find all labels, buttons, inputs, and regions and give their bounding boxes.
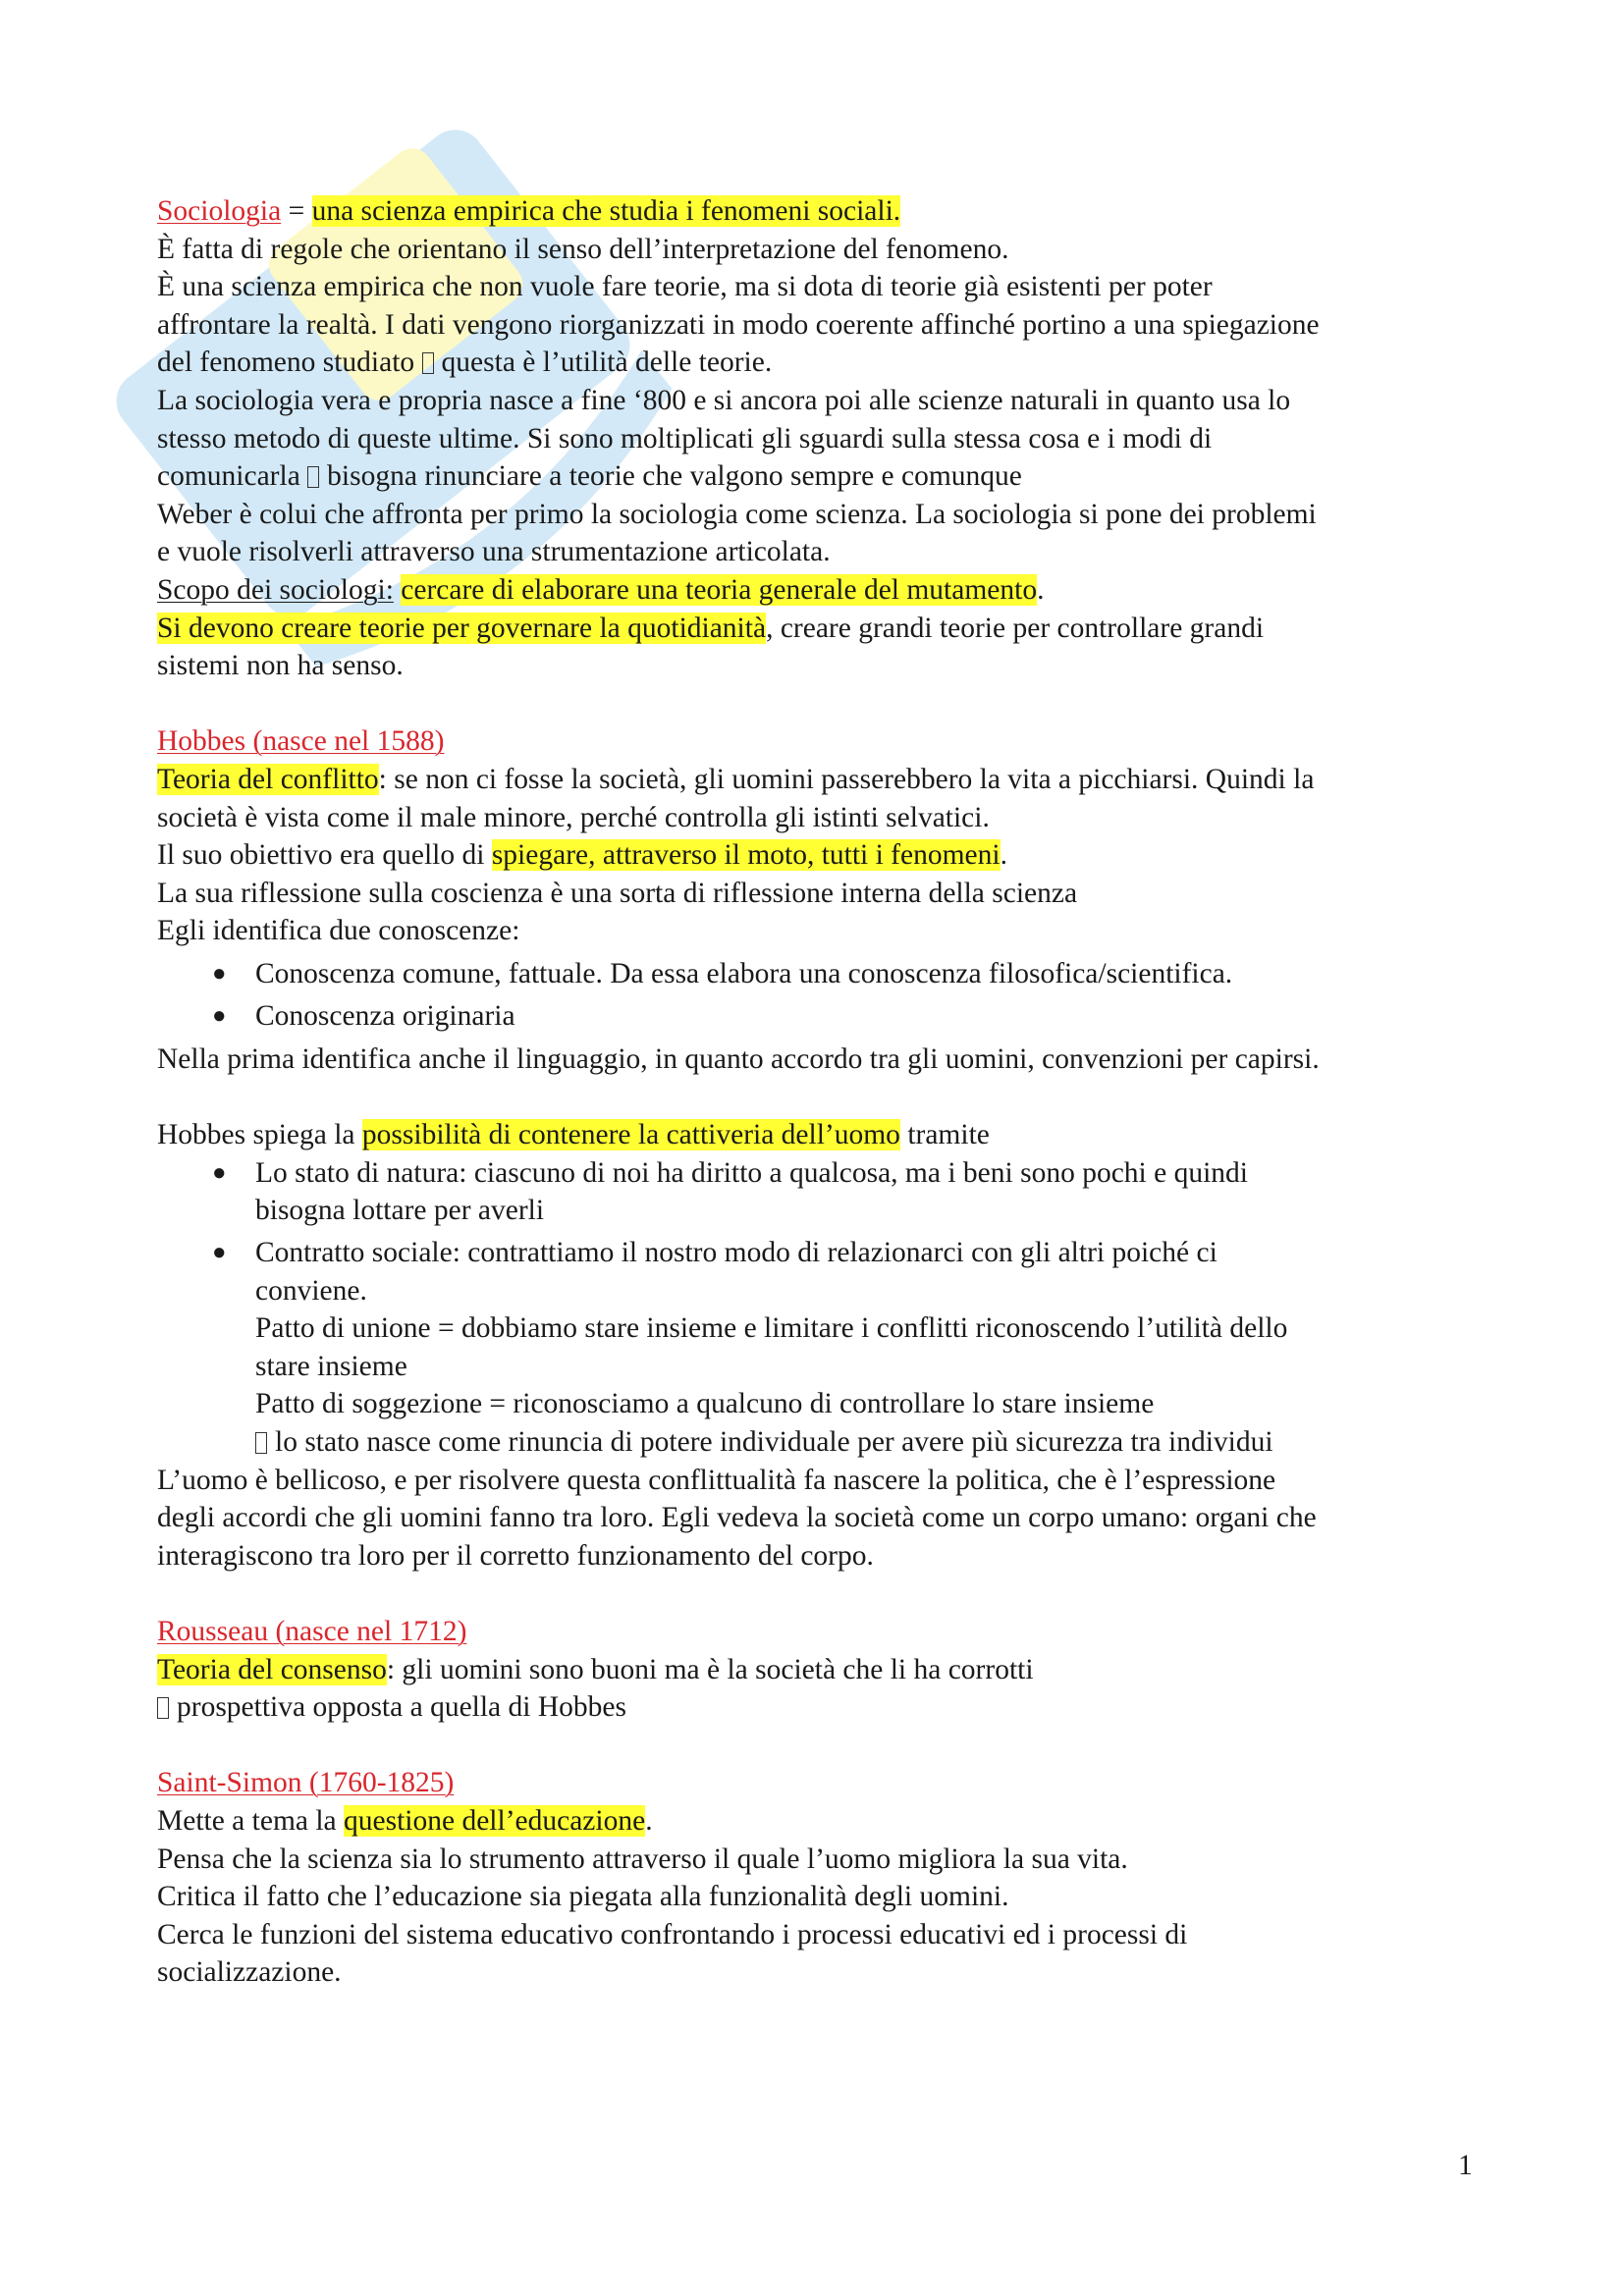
goal-highlight: spiegare, attraverso il moto, tutti i fenomeni	[491, 839, 1001, 872]
text-line: degli accordi che gli uomini fanno tra loro. Egli vedeva la società come un corpo umano: organi che	[157, 1502, 1317, 1534]
text-line: Patto di soggezione = riconosciamo a qualcuno di controllare lo stare insieme	[255, 1388, 1155, 1420]
list-item: ● Contratto sociale: contrattiamo il nostro modo di relazionarci con gli altri poiché ci conviene.	[157, 1234, 1492, 1309]
text-line: Si devono creare teorie per governare la quotidianità, creare grandi teorie per controllare grandi	[157, 612, 1265, 644]
scope-label: Scopo dei sociologi:	[157, 573, 394, 606]
text-line: Hobbes spiega la possibilità di contenere la cattiveria dell’uomo tramite	[157, 1119, 990, 1151]
bullet-icon: ●	[212, 1240, 227, 1266]
scope-highlight: cercare di elaborare una teoria generale del mutamento	[401, 573, 1038, 606]
text-line: socializzazione.	[157, 1956, 342, 1989]
term-sociologia: Sociologia	[157, 195, 282, 227]
knowledge-list	[157, 955, 1492, 1036]
text-line: Mette a tema la questione dell’educazione.	[157, 1804, 653, 1837]
arrow-icon	[307, 466, 319, 488]
section-heading-hobbes: Hobbes (nasce nel 1588)	[157, 725, 445, 758]
list-item: ● Conoscenza comune, fattuale. Da essa elabora una conoscenza filosofica/scientifica.	[157, 955, 1492, 993]
definition-highlight: una scienza empirica che studia i fenomeni sociali.	[311, 195, 901, 227]
arrow-icon	[157, 1697, 169, 1719]
text-line: Pensa che la scienza sia lo strumento attraverso il quale l’uomo migliora la sua vita.	[157, 1842, 1128, 1875]
text-line: Teoria del conflitto: se non ci fosse la società, gli uomini passerebbero la vita a picchiarsi. Quindi la	[157, 763, 1315, 795]
text-line: Weber è colui che affronta per primo la sociologia come scienza. La sociologia si pone dei problemi	[157, 498, 1317, 530]
text-line: Critica il fatto che l’educazione sia piegata alla funzionalità degli uomini.	[157, 1881, 1009, 1913]
arrow-icon	[422, 352, 434, 374]
text-line: prospettiva opposta a quella di Hobbes	[157, 1688, 1492, 1727]
text-line: Cerca le funzioni del sistema educativo confrontando i processi educativi ed i processi di	[157, 1918, 1188, 1950]
document-body	[157, 192, 1492, 1992]
text-line: società è vista come il male minore, perché controlla gli istinti selvatici.	[157, 801, 990, 833]
text-line: del fenomeno studiato questa è l’utilità delle teorie.	[157, 347, 773, 379]
text-line: Il suo obiettivo era quello di spiegare, attraverso il moto, tutti i fenomeni.	[157, 839, 1007, 872]
text-line: comunicarla bisogna rinunciare a teorie che valgono sempre e comunque	[157, 460, 1022, 493]
scope-line: Scopo dei sociologi: cercare di elaborare una teoria generale del mutamento.	[157, 573, 1045, 606]
bullet-icon: ●	[212, 1159, 227, 1186]
theme-highlight: questione dell’educazione	[344, 1804, 646, 1837]
text-line: e vuole risolverli attraverso una strumentazione articolata.	[157, 536, 831, 568]
text-line: La sociologia vera e propria nasce a fine ‘800 e si ancora poi alle scienze naturali in quanto usa lo	[157, 384, 1291, 416]
text-line: lo stato nasce come rinuncia di potere individuale per avere più sicurezza tra individui	[157, 1423, 1492, 1462]
bullet-icon: ●	[212, 960, 227, 987]
arrow-icon	[255, 1432, 267, 1454]
list-item: ● Conoscenza originaria	[157, 997, 1492, 1036]
intro-definition: Sociologia = una scienza empirica che studia i fenomeni sociali.	[157, 195, 901, 227]
text-line: affrontare la realtà. I dati vengono riorganizzati in modo coerente affinché portino a una spiegazione	[157, 308, 1320, 341]
contract-list	[157, 1154, 1492, 1309]
text-line: sistemi non ha senso.	[157, 650, 404, 682]
theory-highlight: Teoria del consenso	[157, 1653, 387, 1685]
text-line: Egli identifica due conoscenze:	[157, 915, 520, 947]
bullet-icon: ●	[212, 1003, 227, 1030]
theory-highlight: Teoria del conflitto	[157, 763, 379, 795]
section-heading-saint-simon: Saint-Simon (1760-1825)	[157, 1767, 455, 1799]
text-line: interagiscono tra loro per il corretto funzionamento del corpo.	[157, 1539, 874, 1572]
section-heading-rousseau: Rousseau (nasce nel 1712)	[157, 1615, 467, 1647]
text-line: Teoria del consenso: gli uomini sono buoni ma è la società che li ha corrotti	[157, 1653, 1034, 1685]
text-line: È una scienza empirica che non vuole fare teorie, ma si dota di teorie già esistenti per poter	[157, 271, 1213, 303]
governance-highlight: Si devono creare teorie per governare la quotidianità	[157, 612, 767, 644]
text-line: stesso metodo di queste ultime. Si sono moltiplicati gli sguardi sulla stessa cosa e i modi di	[157, 422, 1213, 454]
text-line: stare insieme	[255, 1350, 407, 1382]
text-line: L’uomo è bellicoso, e per risolvere questa conflittualità fa nascere la politica, che è l’espressione	[157, 1464, 1276, 1496]
text-line: La sua riflessione sulla coscienza è una sorta di riflessione interna della scienza	[157, 877, 1078, 909]
page-number: 1	[1458, 2150, 1473, 2181]
text-line: È fatta di regole che orientano il senso dell’interpretazione del fenomeno.	[157, 233, 1009, 265]
text-line: Nella prima identifica anche il linguaggio, in quanto accordo tra gli uomini, convenzioni per capirsi.	[157, 1043, 1320, 1076]
list-item: ● Lo stato di natura: ciascuno di noi ha diritto a qualcosa, ma i beni sono pochi e quindi bisogna lottare per averli	[157, 1154, 1492, 1230]
explains-highlight: possibilità di contenere la cattiveria dell’uomo	[361, 1119, 900, 1151]
text-line: Patto di unione = dobbiamo stare insieme e limitare i conflitti riconoscendo l’utilità dello	[255, 1312, 1288, 1345]
